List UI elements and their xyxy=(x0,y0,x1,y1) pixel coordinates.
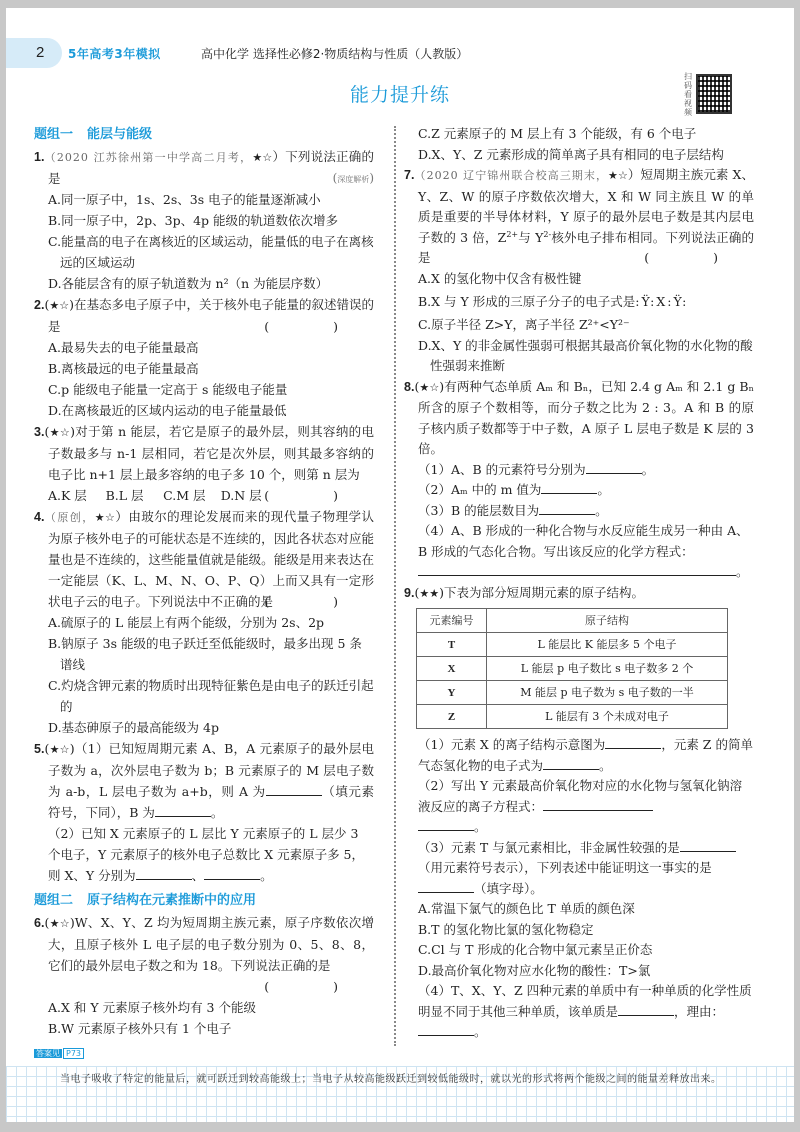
running-header xyxy=(6,38,794,68)
answer-blank[interactable] xyxy=(155,803,211,817)
option: B.W 元素原子核外只有 1 个电子 xyxy=(48,1021,232,1036)
question-stem: 下表为部分短周期元素的原子结构。 xyxy=(443,584,644,600)
difficulty-star-icon: ★☆ xyxy=(49,426,71,439)
sub-text: （1）A、B 的元素符号分别为 xyxy=(418,461,586,477)
answer-bracket: ( ) xyxy=(264,319,368,334)
charge: 2- xyxy=(543,229,552,239)
answer-blank[interactable] xyxy=(543,756,599,770)
sub-question xyxy=(404,981,754,1043)
question-number: 2. xyxy=(34,298,45,312)
difficulty-star-icon: ★☆ xyxy=(49,299,70,312)
answer-blank[interactable] xyxy=(680,838,736,852)
answer-blank[interactable] xyxy=(418,562,736,576)
question-stem: 与 Y xyxy=(518,229,544,245)
question-source: （2020 辽宁锦州联合校高三期末， xyxy=(414,169,609,182)
answer-bracket: ( ) xyxy=(264,594,368,609)
question-2: 2.(★☆)在基态多电子原子中，关于核外电子能量的叙述错误的是 ( ) A.最易失去的电子能量最高 B.离核最远的电子能量最高 C.p 能级电子能量一定高于 s 能级电子能量 D.在离核最近的区域内运动的电子能量最低 xyxy=(34,294,374,421)
lewis-formula: :Ÿ:X:Ÿ: xyxy=(635,294,689,309)
answer-blank[interactable] xyxy=(204,866,260,880)
option: B.L 层 xyxy=(105,488,144,503)
option: C.Cl 与 T 形成的化合物中氯元素呈正价态 xyxy=(418,942,653,957)
answer-bracket: ( ) xyxy=(264,979,368,994)
group-heading-1 xyxy=(34,124,374,146)
question-source: （原创， xyxy=(44,511,95,524)
question-number: 3. xyxy=(34,425,45,439)
table-row xyxy=(417,633,728,657)
sub-question xyxy=(404,735,754,776)
question-number: 1. xyxy=(34,150,45,164)
option: C.Z 元素原子的 M 层上有 3 个能级，有 6 个电子 xyxy=(418,126,697,141)
table-row xyxy=(417,705,728,729)
answer-blank[interactable] xyxy=(543,797,653,811)
group-heading-2 xyxy=(34,890,374,912)
table-cell: Y xyxy=(417,681,487,705)
punct: 。 xyxy=(595,502,608,518)
option-text: B.X 与 Y 形成的三原子分子的电子式是 xyxy=(418,294,636,309)
table-cell: Z xyxy=(417,705,487,729)
punct: 。 xyxy=(210,805,224,820)
sub-question xyxy=(404,562,754,583)
page-number: 2 xyxy=(36,44,45,61)
option: D.在离核最近的区域内运动的电子能量最低 xyxy=(48,403,287,418)
question-stem: ）由玻尔的理论发展而来的现代量子物理学认为原子核外电子的可能状态是不连续的，因此各状态对应能量也是不连续的，这些能量值就是能级。能级是用来表达在一定能层（K、L、M、N、O、P、Q）上而又具有一定形状电子云的电子。下列说法中不正确的是 xyxy=(48,509,374,609)
answer-blank[interactable] xyxy=(539,501,595,515)
table-cell: L 能层 p 电子数比 s 电子数多 2 个 xyxy=(487,657,728,681)
option: D.最高价氧化物对应水化物的酸性：T>氯 xyxy=(418,962,651,978)
answer-reference[interactable] xyxy=(34,1048,84,1062)
option: B.T 的氢化物比氯的氢化物稳定 xyxy=(418,921,594,937)
option: D.X、Y 的非金属性强弱可根据其最高价氧化物的水化物的酸性强弱来推断 xyxy=(418,337,753,373)
footnote: 当电子吸收了特定的能量后，就可跃迁到较高能级上；当电子从较高能级跃迁到较低能级时，就以光的形式将两个能级之间的能量差释放出来。 xyxy=(60,1074,722,1085)
question-text: （2）已知 X 元素原子的 L 层比 Y 元素原子的 L 层少 3 个电子，Y 元素原子的核外电子总数比 X 元素原子多 5，则 X、Y 分别为 xyxy=(48,826,364,883)
question-number: 4. xyxy=(34,510,45,524)
question-9: 9.(★★)下表为部分短周期元素的原子结构。 元素编号 原子结构 T L 能层比 K 能层多 5 个电子 X L 能层 p 电子数比 s 电子数多 2 个 Y M 能层 p 电子数为 s 电子数的一半 Z L 能层有 3 个未成对电子 （1）元素 X 的离子结构示意图为 ，元素 Z 的简单气态氢化物的电子式为 。 （2）写出 Y 元素最高价氧化物对应的水化物与氢氧化钠溶液反应的离子方程式： 。 （3）元素 T 与氯元素相比，非金属性较强的是（用元素符号表示），下列表述中能证明这一事实的是（填字母）。 A.常温下氯气的颜色比 T 单质的颜色深 B.T 的氢化物比氯的氢化物稳定 C.Cl 与 T 形成的化合物中氯元素呈正价态 D.最高价氧化物对应水化物的酸性：T>氯 （4）T、X、Y、Z 四种元素的单质中有一种单质的化学性质明显不同于其他三种单质，该单质是 ，理由：。 xyxy=(404,583,754,1043)
question-8: 8.(★☆)有两种气态单质 Aₘ 和 Bₙ，已知 2.4 g Aₘ 和 2.1 g Bₙ 所含的原子个数相等，而分子数之比为 2 : 3。A 和 B 的原子核内质子数都等于中子数，A 原子 L 层电子数是 K 层的 3 倍。 （1）A、B 的元素符号分别为 。 （2）Aₘ 中的 m 值为 。 （3）B 的能层数目为 。 （4）A、B 形成的一种化合物与水反应能生成另一种由 A、B 形成的气态化合物。写出该反应的化学方程式： 。 xyxy=(404,377,754,583)
page xyxy=(6,8,794,1122)
sub-question xyxy=(404,480,754,501)
sub-text: （用元素符号表示），下列表述中能证明这一事实的是 xyxy=(418,860,712,875)
question-number: 9. xyxy=(404,585,415,600)
option xyxy=(404,289,754,315)
difficulty-star-icon: ★☆ xyxy=(419,380,440,394)
right-column xyxy=(404,124,754,1043)
difficulty-star-icon: ★☆ xyxy=(49,917,70,930)
sub-text: ，元素 Z 的简单气态氢化物的电子式为 xyxy=(418,737,753,773)
answer-blank[interactable] xyxy=(266,782,322,796)
page-number-tab xyxy=(6,38,62,68)
series-brand: 5年高考3年模拟 xyxy=(68,47,161,61)
sub-question xyxy=(404,838,754,900)
sub-question xyxy=(404,501,754,522)
sub-text: （1）元素 X 的离子结构示意图为 xyxy=(418,737,606,752)
difficulty-star-icon: ★☆ xyxy=(49,743,70,756)
question-4 xyxy=(34,506,374,738)
qr-label: 扫码看视频 xyxy=(684,72,692,117)
question-stem: ）下列说法正确的是 xyxy=(48,149,374,186)
table-header-row xyxy=(417,609,728,633)
answer-blank[interactable] xyxy=(418,817,474,831)
option: A.常温下氯气的颜色比 T 单质的颜色深 xyxy=(418,901,635,916)
question-6: 6.(★☆)W、X、Y、Z 均为短周期主族元素，原子序数依次增大，且原子核外 L 电子层的电子数分别为 0、5、8、8，它们的最外层电子数之和为 18。下列说法正确的是 ( ) A.X 和 Y 元素原子核外均有 3 个能级 B.W 元素原子核外只有 1 个电子 xyxy=(34,912,374,1039)
question-stem: ）短周期主族元素 X、Y、Z、W 的原子序数依次增大，X 和 W 同主族且 W 的单质是重要的半导体材料，Y 原子的最外层电子数是其内层电子数的 3 倍，Z xyxy=(418,167,754,245)
book-title: 高中化学 选择性必修2·物质结构与性质（人教版） xyxy=(201,47,469,61)
section-title: 能力提升练 xyxy=(349,84,450,106)
question-5: 5.(★☆)（1）已知短周期元素 A、B，A 元素原子的最外层电子数为 a，次外层电子数为 b；B 元素原子的 M 层电子数为 a-b，L 层电子数为 a+b，则 A 为 （填元素符号，下同），B 为 。 （2）已知 X 元素原子的 L 层比 Y 元素原子的 L 层少 3 个电子，Y 元素原子的核外电子总数比 X 元素原子多 5，则 X、Y 分别为 、 。 xyxy=(34,741,374,883)
table-cell: M 能层 p 电子数为 s 电子数的一半 xyxy=(487,681,728,705)
qr-code-icon[interactable] xyxy=(696,74,732,114)
answer-blank[interactable] xyxy=(418,879,474,893)
answer-label: 答案见 xyxy=(36,1049,60,1058)
option: B.钠原子 3s 能级的电子跃迁至低能级时，最多出现 5 条谱线 xyxy=(48,636,362,672)
sub-text: （4）A、B 形成的一种化合物与水反应能生成另一种由 A、B 形成的气态化合物。写出该反应的化学方程式： xyxy=(418,523,749,559)
option: C.M 层 xyxy=(163,488,206,503)
sub-question xyxy=(404,776,754,817)
question-number: 8. xyxy=(404,379,415,394)
difficulty-star-icon: ★☆ xyxy=(94,511,116,524)
punct: 。 xyxy=(474,819,487,834)
question-stem: 对于第 n 能层，若它是原子的最外层，则其容纳的电子数最多与 n-1 层相同，若它是次外层，则其最多容纳的电子比 n+1 层上最多容纳的电子多 10 个，则第 n 层为 xyxy=(48,424,374,482)
sub-text: （4）T、X、Y、Z 四种元素的单质中有一种单质的化学性质明显不同于其他三种单质，该单质是 xyxy=(418,983,752,1019)
column-header: 原子结构 xyxy=(487,609,728,633)
option: A.硫原子的 L 能层上有两个能级，分别为 2s、2p xyxy=(48,615,325,630)
option: B.同一原子中，2p、3p、4p 能级的轨道数依次增多 xyxy=(48,213,338,228)
group-label: 题组一 xyxy=(34,127,74,142)
sub-question xyxy=(404,460,754,481)
question-stem: 核外电子排布相同。下列说法正确的是 xyxy=(418,229,754,265)
sub-text: （2）写出 Y 元素最高价氧化物对应的水化物与氢氧化钠溶液反应的离子方程式： xyxy=(418,778,743,814)
answer-blank[interactable] xyxy=(136,866,192,880)
punct: 。 xyxy=(599,757,612,773)
question-number: 5. xyxy=(34,742,45,756)
answer-blank[interactable] xyxy=(605,735,661,749)
option: A.X 和 Y 元素原子核外均有 3 个能级 xyxy=(48,1000,256,1015)
question-text: （1）已知短周期元素 A、B，A 元素原子的最外层电子数为 a，次外层电子数为 b；B 元素原子的 M 层电子数为 a-b，L 层电子数为 a+b，则 A 为 xyxy=(48,741,374,799)
option: B.离核最远的电子能量最高 xyxy=(48,361,199,376)
question-number: 6. xyxy=(34,916,45,930)
answer-page[interactable]: P73 xyxy=(63,1048,84,1059)
table-row xyxy=(417,657,728,681)
group-title: 能层与能级 xyxy=(87,127,153,142)
option: C.能量高的电子在离核近的区域运动，能量低的电子在离核远的区域运动 xyxy=(48,234,374,270)
punct: 。 xyxy=(641,461,655,477)
sub-text: （3）B 的能层数目为 xyxy=(418,502,540,518)
option: D.各能层含有的原子轨道数为 n²（n 为能层序数） xyxy=(48,276,329,291)
sub-text: （填字母）。 xyxy=(474,880,543,896)
question-1 xyxy=(34,146,374,294)
table-row xyxy=(417,681,728,705)
charge: 2+ xyxy=(506,229,519,239)
option: A.同一原子中，1s、2s、3s 电子的能量逐渐减小 xyxy=(48,192,321,207)
column-header: 元素编号 xyxy=(417,609,487,633)
question-source: （2020 江苏徐州第一中学高二月考， xyxy=(44,151,253,164)
table-cell: X xyxy=(417,657,487,681)
question-3: 3.(★☆)对于第 n 能层，若它是原子的最外层，则其容纳的电子数最多与 n-1 层相同，若它是次外层，则其最多容纳的电子比 n+1 层上最多容纳的电子多 10 个，则第 n 层为 ( ) A.K 层 B.L 层 C.M 层 D.N 层 xyxy=(34,421,374,506)
sub-text: （3）元素 T 与氯元素相比，非金属性较强的是 xyxy=(418,839,680,855)
question-number: 7. xyxy=(404,168,415,182)
punct: 。 xyxy=(736,564,749,579)
option: D.基态砷原子的最高能级为 4p xyxy=(48,720,219,735)
difficulty-star-icon: ★☆ xyxy=(252,151,273,164)
option: D.X、Y、Z 元素形成的简单离子具有相同的电子层结构 xyxy=(418,146,724,162)
option: C.灼烧含钾元素的物质时出现特征紫色是由电子的跃迁引起的 xyxy=(48,678,374,714)
answer-blank[interactable] xyxy=(418,1022,474,1036)
option-row xyxy=(34,485,278,506)
question-stem: 在基态多电子原子中，关于核外电子能量的叙述错误的是 xyxy=(48,297,374,334)
column-divider xyxy=(394,126,396,1046)
difficulty-star-icon: ★★ xyxy=(419,586,440,600)
question-stem: 有两种气态单质 Aₘ 和 Bₙ，已知 2.4 g Aₘ 和 2.1 g Bₙ 所含的原子个数相等，而分子数之比为 2 : 3。A 和 B 的原子核内质子数都等于中子数，A 原子 L 层电子数是 K 层的 3 倍。 xyxy=(418,378,754,456)
group-label: 题组二 xyxy=(34,893,74,908)
sub-text: ，理由： xyxy=(674,1003,725,1019)
difficulty-star-icon: ★☆ xyxy=(608,169,628,182)
option: C.原子半径 Z>Y，离子半径 Z²⁺<Y²⁻ xyxy=(418,317,630,332)
answer-blank[interactable] xyxy=(618,1002,674,1016)
element-table xyxy=(416,608,728,729)
option: A.K 层 xyxy=(48,488,87,503)
deep-analysis-tag[interactable]: ( 深度解析 ) xyxy=(347,168,374,190)
option: D.N 层 xyxy=(220,488,262,503)
question-7 xyxy=(404,165,754,377)
answer-blank[interactable] xyxy=(586,460,642,474)
punct: 、 xyxy=(191,868,205,883)
left-column xyxy=(34,124,374,1039)
answer-bracket: ( ) xyxy=(644,250,748,265)
answer-bracket: ( ) xyxy=(264,488,368,503)
answer-blank[interactable] xyxy=(541,480,597,494)
punct: 。 xyxy=(260,868,273,883)
option: A.X 的氢化物中仅含有极性键 xyxy=(418,270,582,286)
group-title: 原子结构在元素推断中的应用 xyxy=(87,893,257,908)
punct: 。 xyxy=(597,482,610,497)
option: A.最易失去的电子能量最高 xyxy=(48,340,199,355)
table-cell: L 能层比 K 能层多 5 个电子 xyxy=(487,633,728,657)
question-stem: W、X、Y、Z 均为短周期主族元素，原子序数依次增大，且原子核外 L 电子层的电子数分别为 0、5、8、8，它们的最外层电子数之和为 18。下列说法正确的是 xyxy=(48,915,374,973)
sub-question xyxy=(404,817,754,838)
question-text: （填元素符号，下同），B 为 xyxy=(48,784,374,820)
punct: 。 xyxy=(474,1024,487,1039)
sub-text: （2）Aₘ 中的 m 值为 xyxy=(418,482,542,497)
table-cell: T xyxy=(417,633,487,657)
option: C.p 能级电子能量一定高于 s 能级电子能量 xyxy=(48,382,288,397)
table-cell: L 能层有 3 个未成对电子 xyxy=(487,705,728,729)
